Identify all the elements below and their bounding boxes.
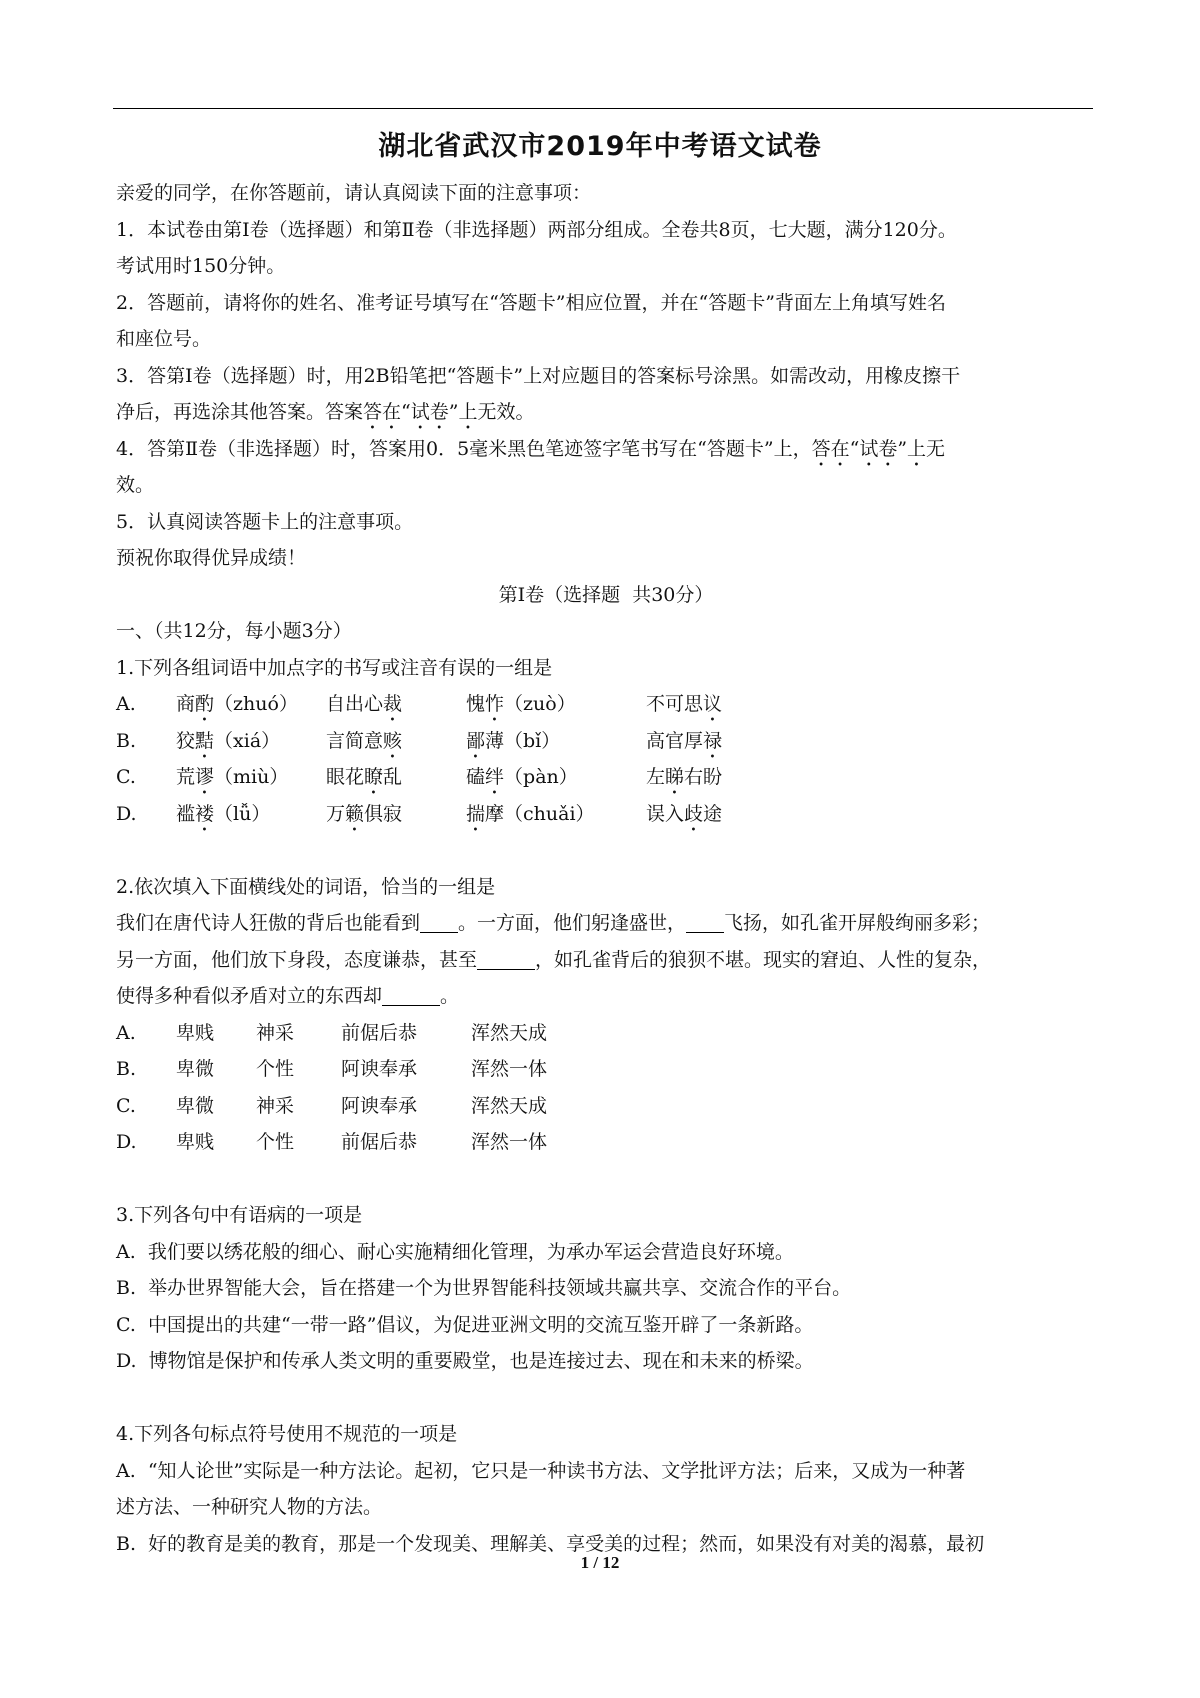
option-label: C. (116, 1094, 136, 1117)
text-span: 愧 (466, 693, 486, 715)
question-1-option-d (116, 796, 1096, 833)
text-span: （xiá） (214, 729, 281, 752)
notice-item-1b: 考试用时150分钟。 (116, 255, 286, 277)
option-word: 浑然一体 (471, 1131, 548, 1153)
emphasis-char: 鄙 (466, 729, 486, 752)
option-word (466, 686, 646, 723)
notice-intro: 亲爱的同学，在你答题前，请认真阅读下面的注意事项： (116, 182, 592, 204)
option-word (326, 796, 466, 833)
option-word (326, 723, 466, 760)
text-span: 俱寂 (364, 802, 403, 825)
option-word: 神采 (256, 1021, 295, 1044)
notice-item-4b: 效。 (116, 474, 155, 496)
text-span: 磕 (466, 766, 486, 788)
question-1-stem: 1.下列各组词语中加点字的书写或注音有误的一组是 (116, 656, 553, 679)
question-1-option-b (116, 723, 1096, 760)
text-span: 途 (703, 802, 723, 825)
option-word: 浑然天成 (471, 1094, 548, 1117)
text-span: 言简意 (326, 729, 384, 752)
text-span: ，如孔雀背后的狼狈不堪。现实的窘迫、人性的复杂， (535, 948, 992, 971)
option-word (176, 686, 326, 723)
option-label: A. (116, 1021, 136, 1044)
spacer (116, 1161, 1096, 1198)
spacer (116, 1380, 1096, 1417)
option-word: 浑然天成 (471, 1021, 548, 1044)
option-word (646, 686, 722, 723)
question-2-option-a (116, 1015, 1096, 1052)
notice-item-3b (116, 394, 1096, 431)
option-word: 浑然一体 (471, 1058, 548, 1080)
option-word: 卑贱 (176, 1131, 215, 1153)
question-1-option-a (116, 686, 1096, 723)
text-span: 不可思 (646, 693, 704, 715)
text-span: 乱 (383, 766, 403, 788)
emphasis-char: 瞭 (364, 766, 384, 788)
option-word: 前倨后恭 (341, 1131, 418, 1153)
notice-item-2b: 和座位号。 (116, 328, 212, 350)
option-label: B. (116, 1058, 137, 1080)
option-label: D. (116, 1131, 137, 1153)
emphasis-char: 议 (703, 693, 723, 715)
option-word: 卑贱 (176, 1021, 215, 1044)
text-span: 我们在唐代诗人狂傲的背后也能看到 (116, 912, 421, 934)
text-span: 褴 (176, 802, 196, 825)
question-4-stem: 4.下列各句标点符号使用不规范的一项是 (116, 1423, 458, 1445)
notice-item-1a: 1．本试卷由第Ⅰ卷（选择题）和第Ⅱ卷（非选择题）两部分组成。全卷共8页，七大题，满分120分。 (116, 218, 957, 241)
answer-blank (477, 947, 535, 970)
option-word: 阿谀奉承 (341, 1058, 418, 1080)
option-label: A. (116, 693, 136, 715)
text-span: 狡 (176, 729, 196, 752)
emphasis-char: 禄 (703, 729, 723, 752)
emphasis-char: 绊 (485, 766, 505, 788)
text-span: 无效。 (477, 401, 535, 423)
emphasis-text: 答在“试卷”上 (363, 401, 478, 423)
question-2-passage-1 (116, 905, 1096, 942)
emphasis-char: 籁 (345, 802, 365, 825)
option-word (466, 759, 646, 796)
option-label: D. (116, 802, 137, 825)
option-word: 神采 (256, 1094, 295, 1117)
text-span: 自出心 (326, 693, 384, 715)
question-4-option-a-line1: A. “知人论世”实际是一种方法论。起初，它只是一种读书方法、文学批评方法；后来，又成为一种著 (116, 1459, 966, 1482)
option-word (466, 796, 646, 833)
text-span: 薄（bǐ） (485, 729, 561, 752)
header-rule (113, 108, 1093, 109)
page-number: 1 / 12 (580, 1553, 620, 1572)
option-word: 卑微 (176, 1094, 215, 1117)
option-word: 前倨后恭 (341, 1021, 418, 1044)
text-span: 净后，再选涂其他答案。答案 (116, 401, 364, 423)
emphasis-char: 酌 (195, 693, 215, 715)
text-span: 荒 (176, 766, 196, 788)
text-span: （lǚ） (214, 802, 271, 825)
text-span: 高官厚 (646, 729, 704, 752)
question-4-option-b-line1: B. 好的教育是美的教育，那是一个发现美、理解美、享受美的过程；然而，如果没有对美的渴慕，最初 (116, 1532, 985, 1555)
option-word (176, 759, 326, 796)
notice-item-3a: 3．答第Ⅰ卷（选择题）时，用2B铅笔把“答题卡”上对应题目的答案标号涂黑。如需改动，用橡皮擦干 (116, 364, 961, 387)
spacer (116, 832, 1096, 869)
option-word: 个性 (256, 1131, 295, 1153)
emphasis-char: 褛 (195, 802, 215, 825)
question-2-option-c (116, 1088, 1096, 1125)
answer-blank (420, 910, 458, 933)
emphasis-text: 答在“试卷”上 (811, 437, 927, 460)
part-title: 一、（共12分，每小题3分） (116, 620, 352, 642)
question-3-option-b: B. 举办世界智能大会，旨在搭建一个为世界智能科技领域共赢共享、交流合作的平台。 (116, 1277, 852, 1299)
answer-blank (382, 983, 440, 1006)
answer-blank (686, 910, 724, 933)
text-span: 误入 (646, 802, 685, 825)
option-word (176, 723, 326, 760)
question-2-option-b (116, 1051, 1096, 1088)
question-3-stem: 3.下列各句中有语病的一项是 (116, 1204, 363, 1226)
text-span: （pàn） (504, 766, 578, 788)
question-2-passage-3 (116, 978, 1096, 1015)
text-span: （miù） (214, 766, 289, 788)
question-4-option-a-line2: 述方法、一种研究人物的方法。 (116, 1496, 383, 1518)
text-span: 万 (326, 802, 346, 825)
text-span: 右盼 (684, 766, 723, 788)
question-2-option-d (116, 1124, 1096, 1161)
option-word: 阿谀奉承 (341, 1094, 418, 1117)
notice-item-5: 5．认真阅读答题卡上的注意事项。 (116, 510, 414, 533)
text-span: 无 (926, 437, 946, 460)
emphasis-char: 赅 (383, 729, 403, 752)
question-1-option-c (116, 759, 1096, 796)
option-label: C. (116, 766, 136, 788)
notice-wish: 预祝你取得优异成绩！ (116, 547, 307, 569)
text-span: 另一方面，他们放下身段，态度谦恭，甚至 (116, 948, 478, 971)
emphasis-char: 睇 (665, 766, 685, 788)
text-span: 。 (440, 985, 460, 1007)
text-span: 眼花 (326, 766, 365, 788)
option-word (176, 796, 326, 833)
text-span: 摩（chuǎi） (485, 802, 595, 825)
text-span: （zhuó） (214, 693, 298, 715)
text-span: 商 (176, 693, 196, 715)
text-span: （zuò） (504, 693, 576, 715)
text-span: 飞扬，如孔雀开屏般绚丽多彩； (724, 912, 991, 934)
option-word (646, 796, 722, 833)
question-2-passage-2 (116, 942, 1096, 979)
question-3-option-d: D. 博物馆是保护和传承人类文明的重要殿堂，也是连接过去、现在和未来的桥梁。 (116, 1350, 814, 1372)
notice-item-4a (116, 431, 1096, 468)
notice-item-2a: 2．答题前，请将你的姓名、准考证号填写在“答题卡”相应位置，并在“答题卡”背面左上角填写姓名 (116, 291, 946, 314)
text-span: 4．答第Ⅱ卷（非选择题）时，答案用0．5毫米黑色笔迹签字笔书写在“答题卡”上， (116, 437, 812, 460)
text-span: 。一方面，他们躬逢盛世， (458, 912, 687, 934)
option-word (466, 723, 646, 760)
emphasis-char: 裁 (383, 693, 403, 715)
option-word (326, 686, 466, 723)
section-title: 第Ⅰ卷（选择题 共30分） (498, 583, 714, 606)
document-body (116, 175, 1096, 1562)
option-word: 个性 (256, 1058, 295, 1080)
text-span: 使得多种看似矛盾对立的东西却 (116, 985, 383, 1007)
option-word: 卑微 (176, 1058, 215, 1080)
emphasis-char: 歧 (684, 802, 704, 825)
emphasis-char: 黠 (195, 729, 215, 752)
option-label: B. (116, 729, 137, 752)
option-word (646, 759, 722, 796)
question-3-option-a: A. 我们要以绣花般的细心、耐心实施精细化管理，为承办军运会营造良好环境。 (116, 1240, 794, 1263)
emphasis-char: 怍 (485, 693, 505, 715)
text-span: 左 (646, 766, 666, 788)
option-word (326, 759, 466, 796)
emphasis-char: 揣 (466, 802, 486, 825)
page-title: 湖北省武汉市2019年中考语文试卷 (378, 131, 822, 162)
question-3-option-c: C. 中国提出的共建“一带一路”倡议，为促进亚洲文明的交流互鉴开辟了一条新路。 (116, 1313, 814, 1336)
emphasis-char: 谬 (195, 766, 215, 788)
option-word (646, 723, 722, 760)
question-2-stem: 2.依次填入下面横线处的词语，恰当的一组是 (116, 875, 496, 898)
